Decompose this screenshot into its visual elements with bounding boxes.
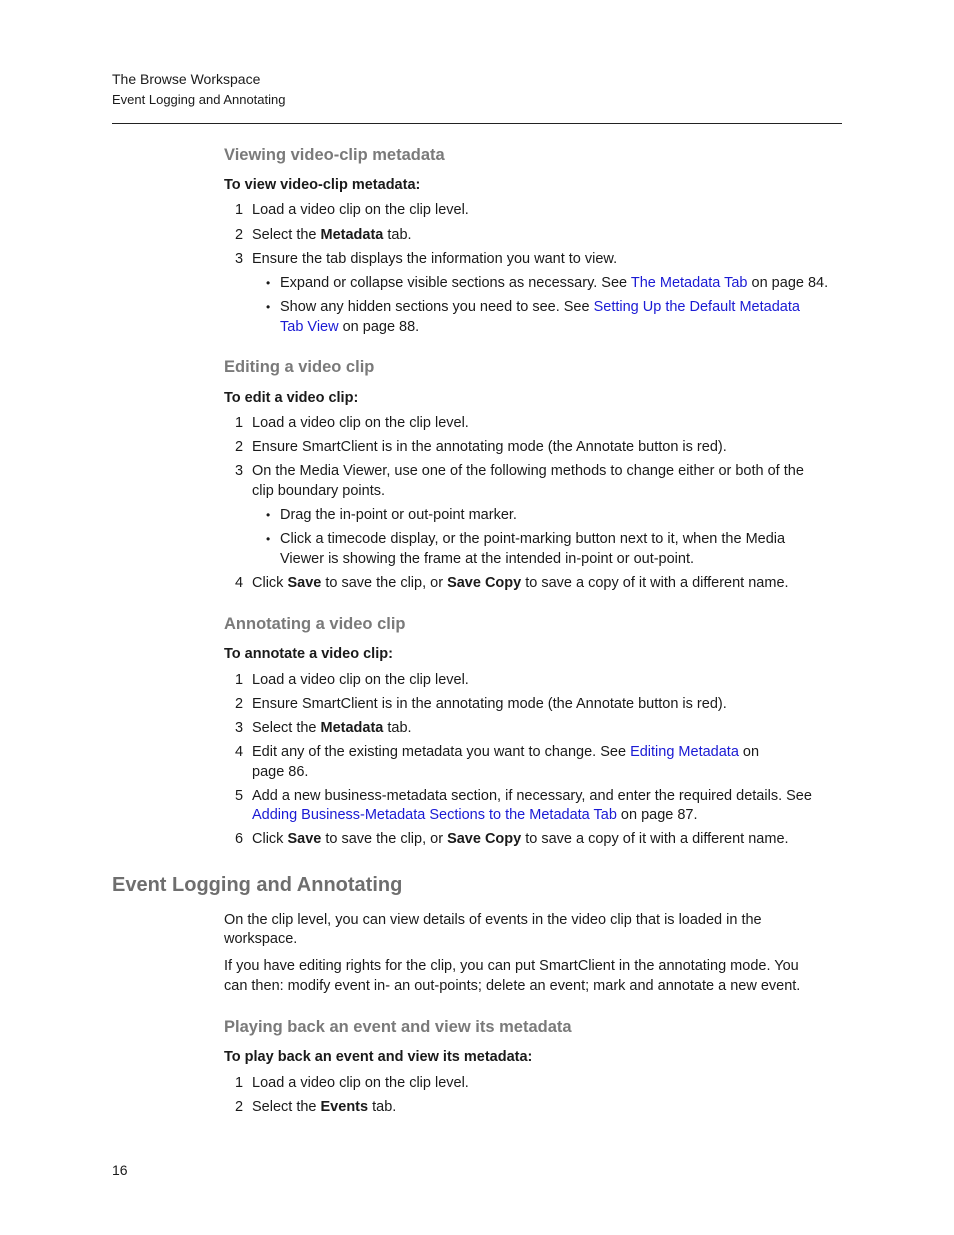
link-default-metadata-tab-view[interactable]: Setting Up the Default Metadata: [593, 299, 800, 315]
step-text: Select the Metadata tab.: [252, 720, 412, 736]
step-text: Load a video clip on the clip level.: [252, 1075, 469, 1091]
paragraph: If you have editing rights for the clip, you can put SmartClient in the annotating mode. You: [224, 958, 799, 974]
header-chapter: The Browse Workspace: [112, 71, 261, 87]
header-rule: [112, 123, 842, 124]
step-text: Load a video clip on the clip level.: [252, 415, 469, 431]
step-number: 3: [235, 720, 244, 736]
link-adding-business-metadata[interactable]: Adding Business-Metadata Sections to the Metadata Tab: [252, 807, 617, 823]
heading-playing-back-event: Playing back an event and view its metadata: [224, 1018, 572, 1036]
step-number: 3: [235, 251, 244, 267]
step-number: 5: [235, 788, 244, 804]
bullet-text: Expand or collapse visible sections as necessary. See The Metadata Tab on page 84.: [280, 275, 829, 291]
step-number: 2: [235, 696, 244, 712]
step-text-cont: Adding Business-Metadata Sections to the Metadata Tab on page 87.: [252, 807, 698, 823]
step-text: On the Media Viewer, use one of the following methods to change either or both of the: [252, 463, 804, 479]
header-section: Event Logging and Annotating: [112, 92, 286, 107]
bold-term: Metadata: [320, 720, 384, 736]
bullet: •: [266, 508, 271, 522]
step-number: 3: [235, 463, 244, 479]
bold-term: Save Copy: [447, 575, 522, 591]
step-text: Edit any of the existing metadata you want to change. See Editing Metadata on: [252, 744, 760, 760]
step-text: Click Save to save the clip, or Save Copy to save a copy of it with a different name.: [252, 831, 789, 847]
step-text: Click Save to save the clip, or Save Copy to save a copy of it with a different name.: [252, 575, 789, 591]
step-number: 4: [235, 575, 244, 591]
bullet-text: Show any hidden sections you need to see. See Setting Up the Default Metadata: [280, 299, 800, 315]
procedure-title: To annotate a video clip:: [224, 646, 393, 662]
bold-term: Save: [287, 831, 322, 847]
bullet: •: [266, 300, 271, 314]
step-number: 1: [235, 202, 244, 218]
step-text: Load a video clip on the clip level.: [252, 202, 469, 218]
step-text: Load a video clip on the clip level.: [252, 672, 469, 688]
step-text: Select the Events tab.: [252, 1099, 397, 1115]
step-number: 2: [235, 1099, 244, 1115]
step-text-cont: page 86.: [252, 764, 309, 780]
procedure-title: To edit a video clip:: [224, 390, 359, 406]
step-text: Ensure the tab displays the information you want to view.: [252, 251, 618, 267]
paragraph: On the clip level, you can view details of events in the video clip that is loaded in the: [224, 912, 762, 928]
step-number: 1: [235, 1075, 244, 1091]
bold-term: Metadata: [320, 227, 384, 243]
link-metadata-tab[interactable]: The Metadata Tab: [630, 275, 748, 291]
bullet-text-cont: Tab View on page 88.: [280, 319, 420, 335]
step-number: 2: [235, 439, 244, 455]
step-number: 1: [235, 672, 244, 688]
link-default-metadata-tab-view-cont[interactable]: Tab View: [280, 319, 339, 335]
bold-term: Save: [287, 575, 322, 591]
step-text: Select the Metadata tab.: [252, 227, 412, 243]
step-number: 2: [235, 227, 244, 243]
step-text: Ensure SmartClient is in the annotating mode (the Annotate button is red).: [252, 696, 727, 712]
bullet: •: [266, 276, 271, 290]
heading-editing-clip: Editing a video clip: [224, 358, 375, 376]
step-text-cont: clip boundary points.: [252, 483, 385, 499]
bullet: •: [266, 532, 271, 546]
bullet-text: Drag the in-point or out-point marker.: [280, 507, 517, 523]
bold-term: Events: [320, 1099, 369, 1115]
heading-event-logging: Event Logging and Annotating: [112, 874, 403, 896]
bold-term: Save Copy: [447, 831, 522, 847]
step-number: 1: [235, 415, 244, 431]
bullet-text: Click a timecode display, or the point-marking button next to it, when the Media: [280, 531, 786, 547]
step-text: Add a new business-metadata section, if necessary, and enter the required details. See: [252, 788, 812, 804]
step-number: 4: [235, 744, 244, 760]
link-editing-metadata[interactable]: Editing Metadata: [630, 744, 739, 760]
step-text: Ensure SmartClient is in the annotating mode (the Annotate button is red).: [252, 439, 727, 455]
paragraph-cont: workspace.: [224, 931, 298, 947]
heading-annotating-clip: Annotating a video clip: [224, 615, 406, 633]
bullet-text-cont: Viewer is showing the frame at the intended in-point or out-point.: [280, 551, 695, 567]
page-number: 16: [112, 1162, 128, 1178]
procedure-title: To play back an event and view its metadata:: [224, 1049, 533, 1065]
procedure-title: To view video-clip metadata:: [224, 177, 421, 193]
step-number: 6: [235, 831, 244, 847]
heading-viewing-metadata: Viewing video-clip metadata: [224, 146, 445, 164]
paragraph-cont: can then: modify event in- an out-points; delete an event; mark and annotate a new event.: [224, 978, 801, 994]
